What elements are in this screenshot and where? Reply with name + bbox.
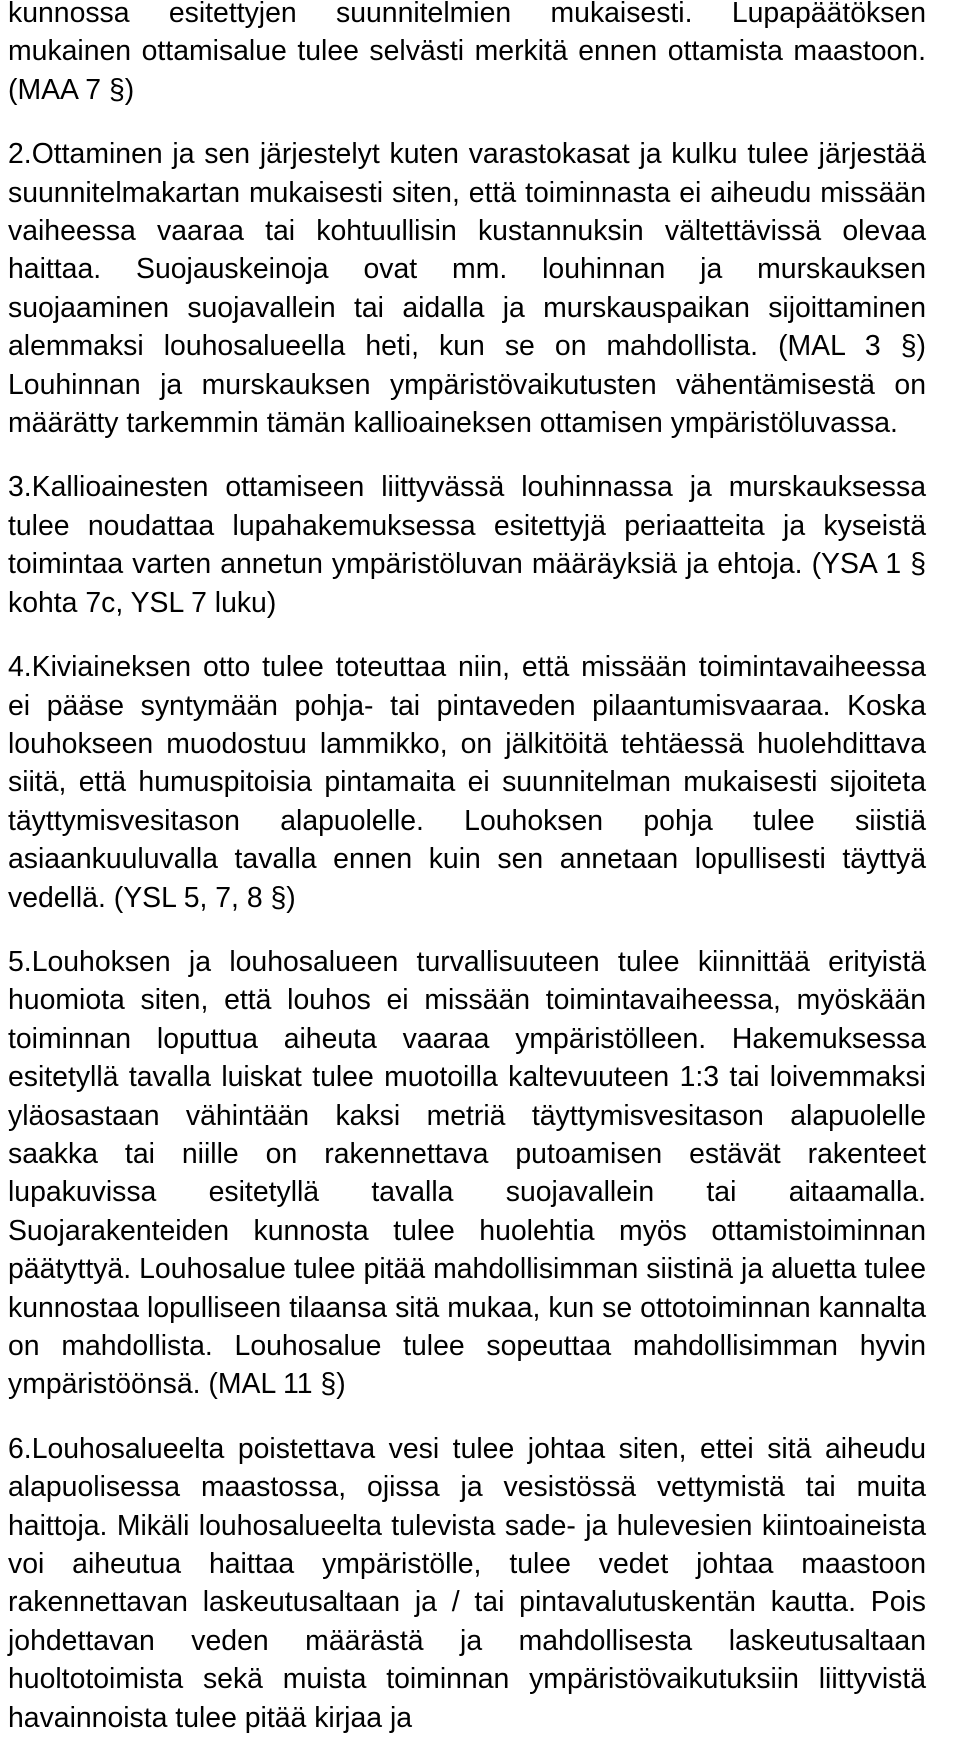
item-number: 4. xyxy=(8,651,32,684)
list-item xyxy=(8,648,926,917)
item-number: 6. xyxy=(8,1432,32,1465)
item-number: 3. xyxy=(8,471,32,504)
item-number: 5. xyxy=(8,945,32,978)
intro-paragraph: kunnossa esitettyjen suunnitelmien mukaisesti. Lupapäätöksen mukainen ottamisalue tulee selvästi merkitä ennen ottamista maastoon. (MAA 7 §) xyxy=(8,0,926,106)
list-item xyxy=(8,135,926,442)
list-item xyxy=(8,943,926,1404)
item-text: Louhosalueelta poistettava vesi tulee johtaa siten, ettei sitä aiheudu alapuolisessa maastossa, ojissa ja vesistössä vettymistä tai muita haittoja. Mikäli louhosalueelta tulevista sade- ja hulevesien kiintoaineista voi aiheutua haittaa ympäristölle, tulee vedet johtaa maastoon rakennettavan laskeutusaltaan ja / tai pintavalutuskentän kautta. Pois johdettavan veden määrästä ja mahdollisesta laskeutusaltaan huoltotoimista sekä muista toiminnan ympäristövaikutuksiin liittyvistä havainnoista tulee pitää kirjaa ja xyxy=(8,1432,926,1734)
item-text: Louhoksen ja louhosalueen turvallisuuteen tulee kiinnittää erityistä huomiota siten, että louhos ei missään toimintavaiheessa, myöskään toiminnan loputtua aiheuta vaaraa ympäristölleen. Hakemuksessa esitetyllä tavalla luiskat tulee muotoilla kaltevuuteen 1:3 tai loivemmaksi yläosastaan vähintään kaksi metriä täyttymisvesitason alapuolelle saakka tai niille on rakennettava putoamisen estävät rakenteet lupakuvissa esitetyllä tavalla suojavallein tai aitaamalla. Suojarakenteiden kunnosta tulee huolehtia myös ottamistoiminnan päätyttyä. Louhosalue tulee pitää mahdollisimman siistinä ja aluetta tulee kunnostaa lopulliseen tilaansa sitä mukaa, kun se ottotoiminnan kannalta on mahdollista. Louhosalue tulee sopeuttaa mahdollisimman hyvin ympäristöönsä. (MAL 11 §) xyxy=(8,945,926,1401)
item-text: Kallioainesten ottamiseen liittyvässä louhinnassa ja murskauksessa tulee noudattaa lupahakemuksessa esitettyjä periaatteita ja kyseistä toimintaa varten annetun ympäristöluvan määräyksiä ja ehtoja. (YSA 1 § kohta 7c, YSL 7 luku) xyxy=(8,471,926,619)
item-number: 2. xyxy=(8,138,32,171)
list-item xyxy=(8,1430,926,1737)
item-text: Kiviaineksen otto tulee toteuttaa niin, että missään toimintavaiheessa ei pääse syntymään pohja- tai pintaveden pilaantumisvaaraa. Koska louhokseen muodostuu lammikko, on jälkitöitä tehtäessä huolehdittava siitä, että humuspitoisia pintamaita ei suunnitelman mukaisesti sijoiteta täyttymisvesitason alapuolelle. Louhoksen pohja tulee siistiä asiaankuuluvalla tavalla ennen kuin sen annetaan lopullisesti täyttyä vedellä. (YSL 5, 7, 8 §) xyxy=(8,651,926,914)
list-item xyxy=(8,468,926,622)
item-text: Ottaminen ja sen järjestelyt kuten varastokasat ja kulku tulee järjestää suunnitelmakartan mukaisesti siten, että toiminnasta ei aiheudu missään vaiheessa vaaraa tai kohtuullisin kustannuksin vältettävissä olevaa haittaa. Suojauskeinoja ovat mm. louhinnan ja murskauksen suojaaminen suojavallein tai aidalla ja murskauspaikan sijoittaminen alemmaksi louhosalueella heti, kun se on mahdollista. (MAL 3 §) Louhinnan ja murskauksen ympäristövaikutusten vähentämisestä on määrätty tarkemmin tämän kallioaineksen ottamisen ympäristöluvassa. xyxy=(8,138,926,440)
